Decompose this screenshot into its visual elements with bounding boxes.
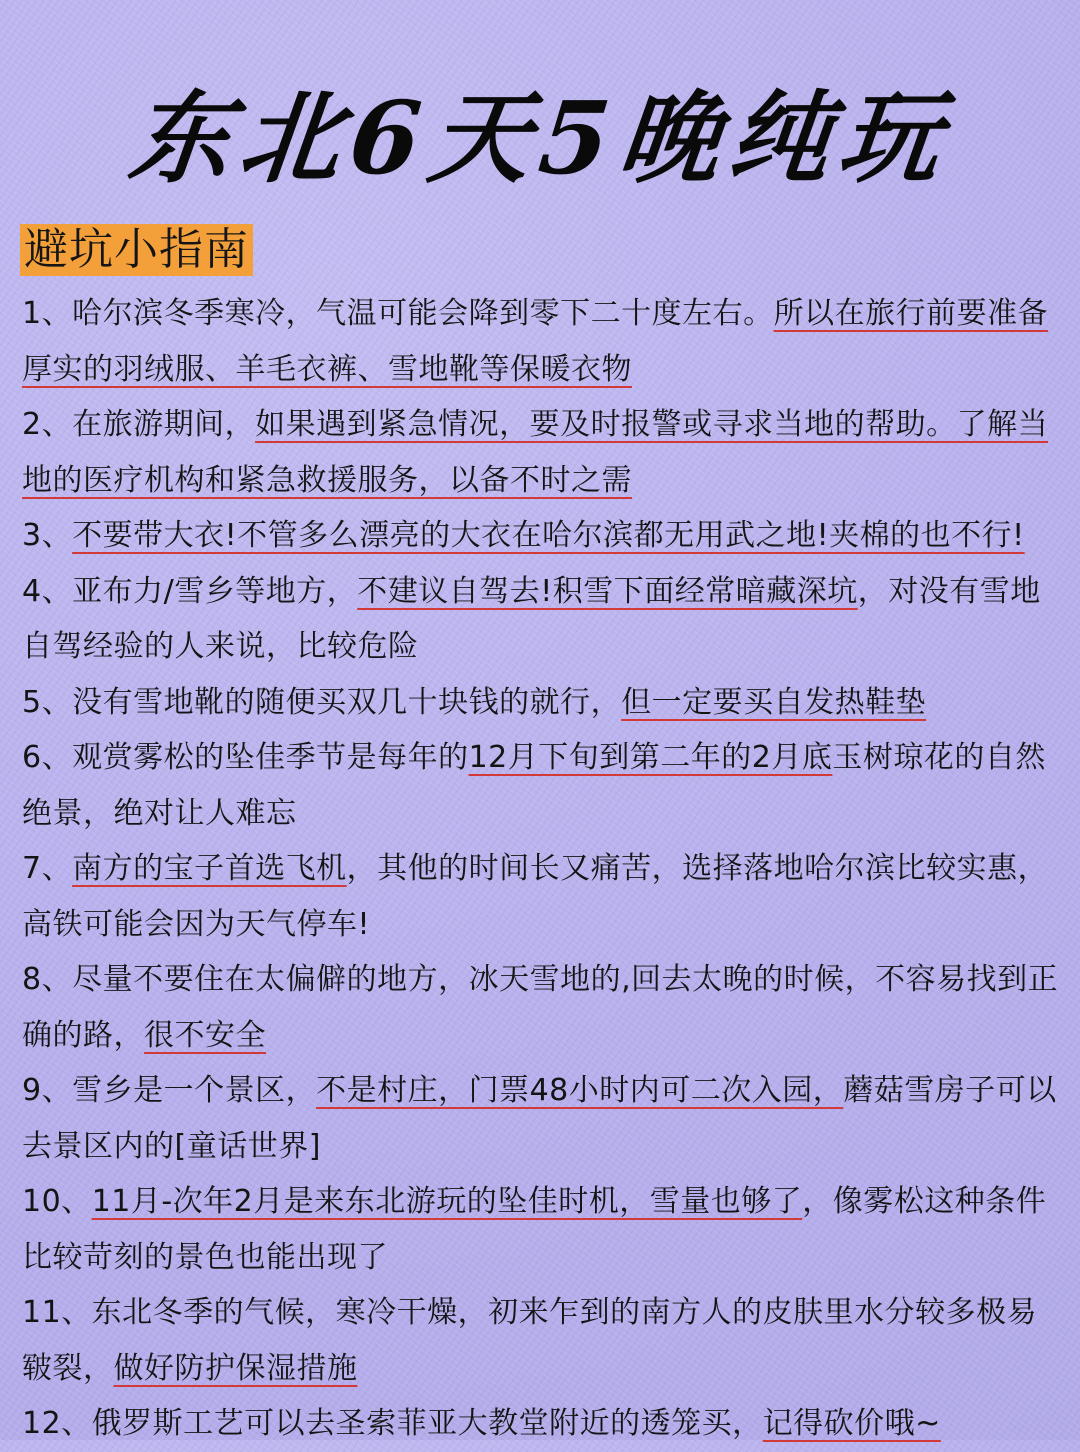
tip-text: 9、雪乡是一个景区， — [22, 1073, 317, 1108]
page-title: 东北6天5晚纯玩 — [124, 79, 956, 197]
tip-highlighted-text: 所以在旅行前要准备厚实的羽绒服、羊毛衣裤、雪地靴等保暖衣物 — [22, 296, 1049, 387]
tip-highlighted-text: 但一定要买自发热鞋垫 — [621, 684, 927, 720]
tip-item — [22, 397, 1062, 508]
tip-text: 10、 — [22, 1184, 92, 1219]
tip-text: ，其他的时间长又痛苦，选择落地哈尔滨比较实惠，高铁可能会因为天气停车! — [22, 851, 1049, 942]
tip-item — [22, 286, 1062, 397]
tip-text: 玉树琼花的自然绝景，绝对让人难忘 — [22, 740, 1046, 831]
tip-highlighted-text: 不是村庄，门票48小时内可二次入园， — [316, 1073, 844, 1108]
tip-item — [22, 675, 1062, 731]
tip-text: 7、 — [22, 851, 73, 886]
tip-text: 11、东北冬季的气候，寒冷干燥，初来乍到的南方人的皮肤里水分较多极易皲裂， — [22, 1295, 1038, 1386]
tip-text: 3、 — [22, 518, 73, 553]
tip-item — [22, 1063, 1062, 1174]
tip-item — [22, 1396, 1062, 1452]
tips-list — [22, 286, 1062, 1452]
tip-text: 6、观赏雾松的坠佳季节是每年的 — [22, 740, 469, 775]
tip-item — [22, 952, 1062, 1063]
tip-text: 4、亚布力/雪乡等地方， — [22, 573, 358, 609]
tip-text: 2、在旅游期间， — [22, 407, 256, 442]
tip-text: 1、哈尔滨冬季寒冷，气温可能会降到零下二十度左右。 — [22, 296, 774, 331]
tip-highlighted-text: 很不安全 — [144, 1017, 266, 1053]
tip-item — [22, 564, 1062, 675]
tip-highlighted-text: 不要带大衣!不管多么漂亮的大衣在哈尔滨都无用武之地!夹棉的也不行! — [72, 518, 1025, 553]
tip-highlighted-text: 11月-次年2月是来东北游玩的坠佳时机，雪量也够了 — [91, 1184, 803, 1219]
tip-text: 5、没有雪地靴的随便买双几十块钱的就行， — [22, 684, 622, 720]
tip-highlighted-text: 12月下旬到第二年的2月底 — [468, 740, 833, 775]
tip-highlighted-text: 不建议自驾去!积雪下面经常暗藏深坑 — [357, 573, 858, 609]
tip-item — [22, 841, 1062, 952]
tip-item — [22, 730, 1062, 841]
tip-text: 蘑菇雪房子可以去景区内的[童话世界] — [22, 1073, 1057, 1164]
tip-text: 8、尽量不要住在太偏僻的地方，冰天雪地的,回去太晚的时候，不容易找到正确的路， — [22, 962, 1059, 1053]
subtitle-highlight: 避坑小指南 — [20, 224, 253, 276]
tip-item — [22, 508, 1062, 564]
tip-item — [22, 1174, 1062, 1285]
tip-text: 12、俄罗斯工艺可以去圣索菲亚大教堂附近的透笼买， — [22, 1406, 763, 1441]
tip-highlighted-text: 如果遇到紧急情况，要及时报警或寻求当地的帮助。了解当地的医疗机构和紧急救援服务，以备不时之需 — [22, 407, 1049, 498]
tip-highlighted-text: 南方的宝子首选飞机 — [72, 851, 347, 886]
tip-highlighted-text: 做好防护保湿措施 — [113, 1350, 358, 1386]
tip-item — [22, 1285, 1062, 1396]
tip-text: ，对没有雪地自驾经验的人来说，比较危险 — [22, 573, 1041, 664]
tip-text: ，像雾松这种条件比较苛刻的景色也能出现了 — [22, 1184, 1047, 1275]
tip-highlighted-text: 记得砍价哦~ — [762, 1406, 941, 1441]
